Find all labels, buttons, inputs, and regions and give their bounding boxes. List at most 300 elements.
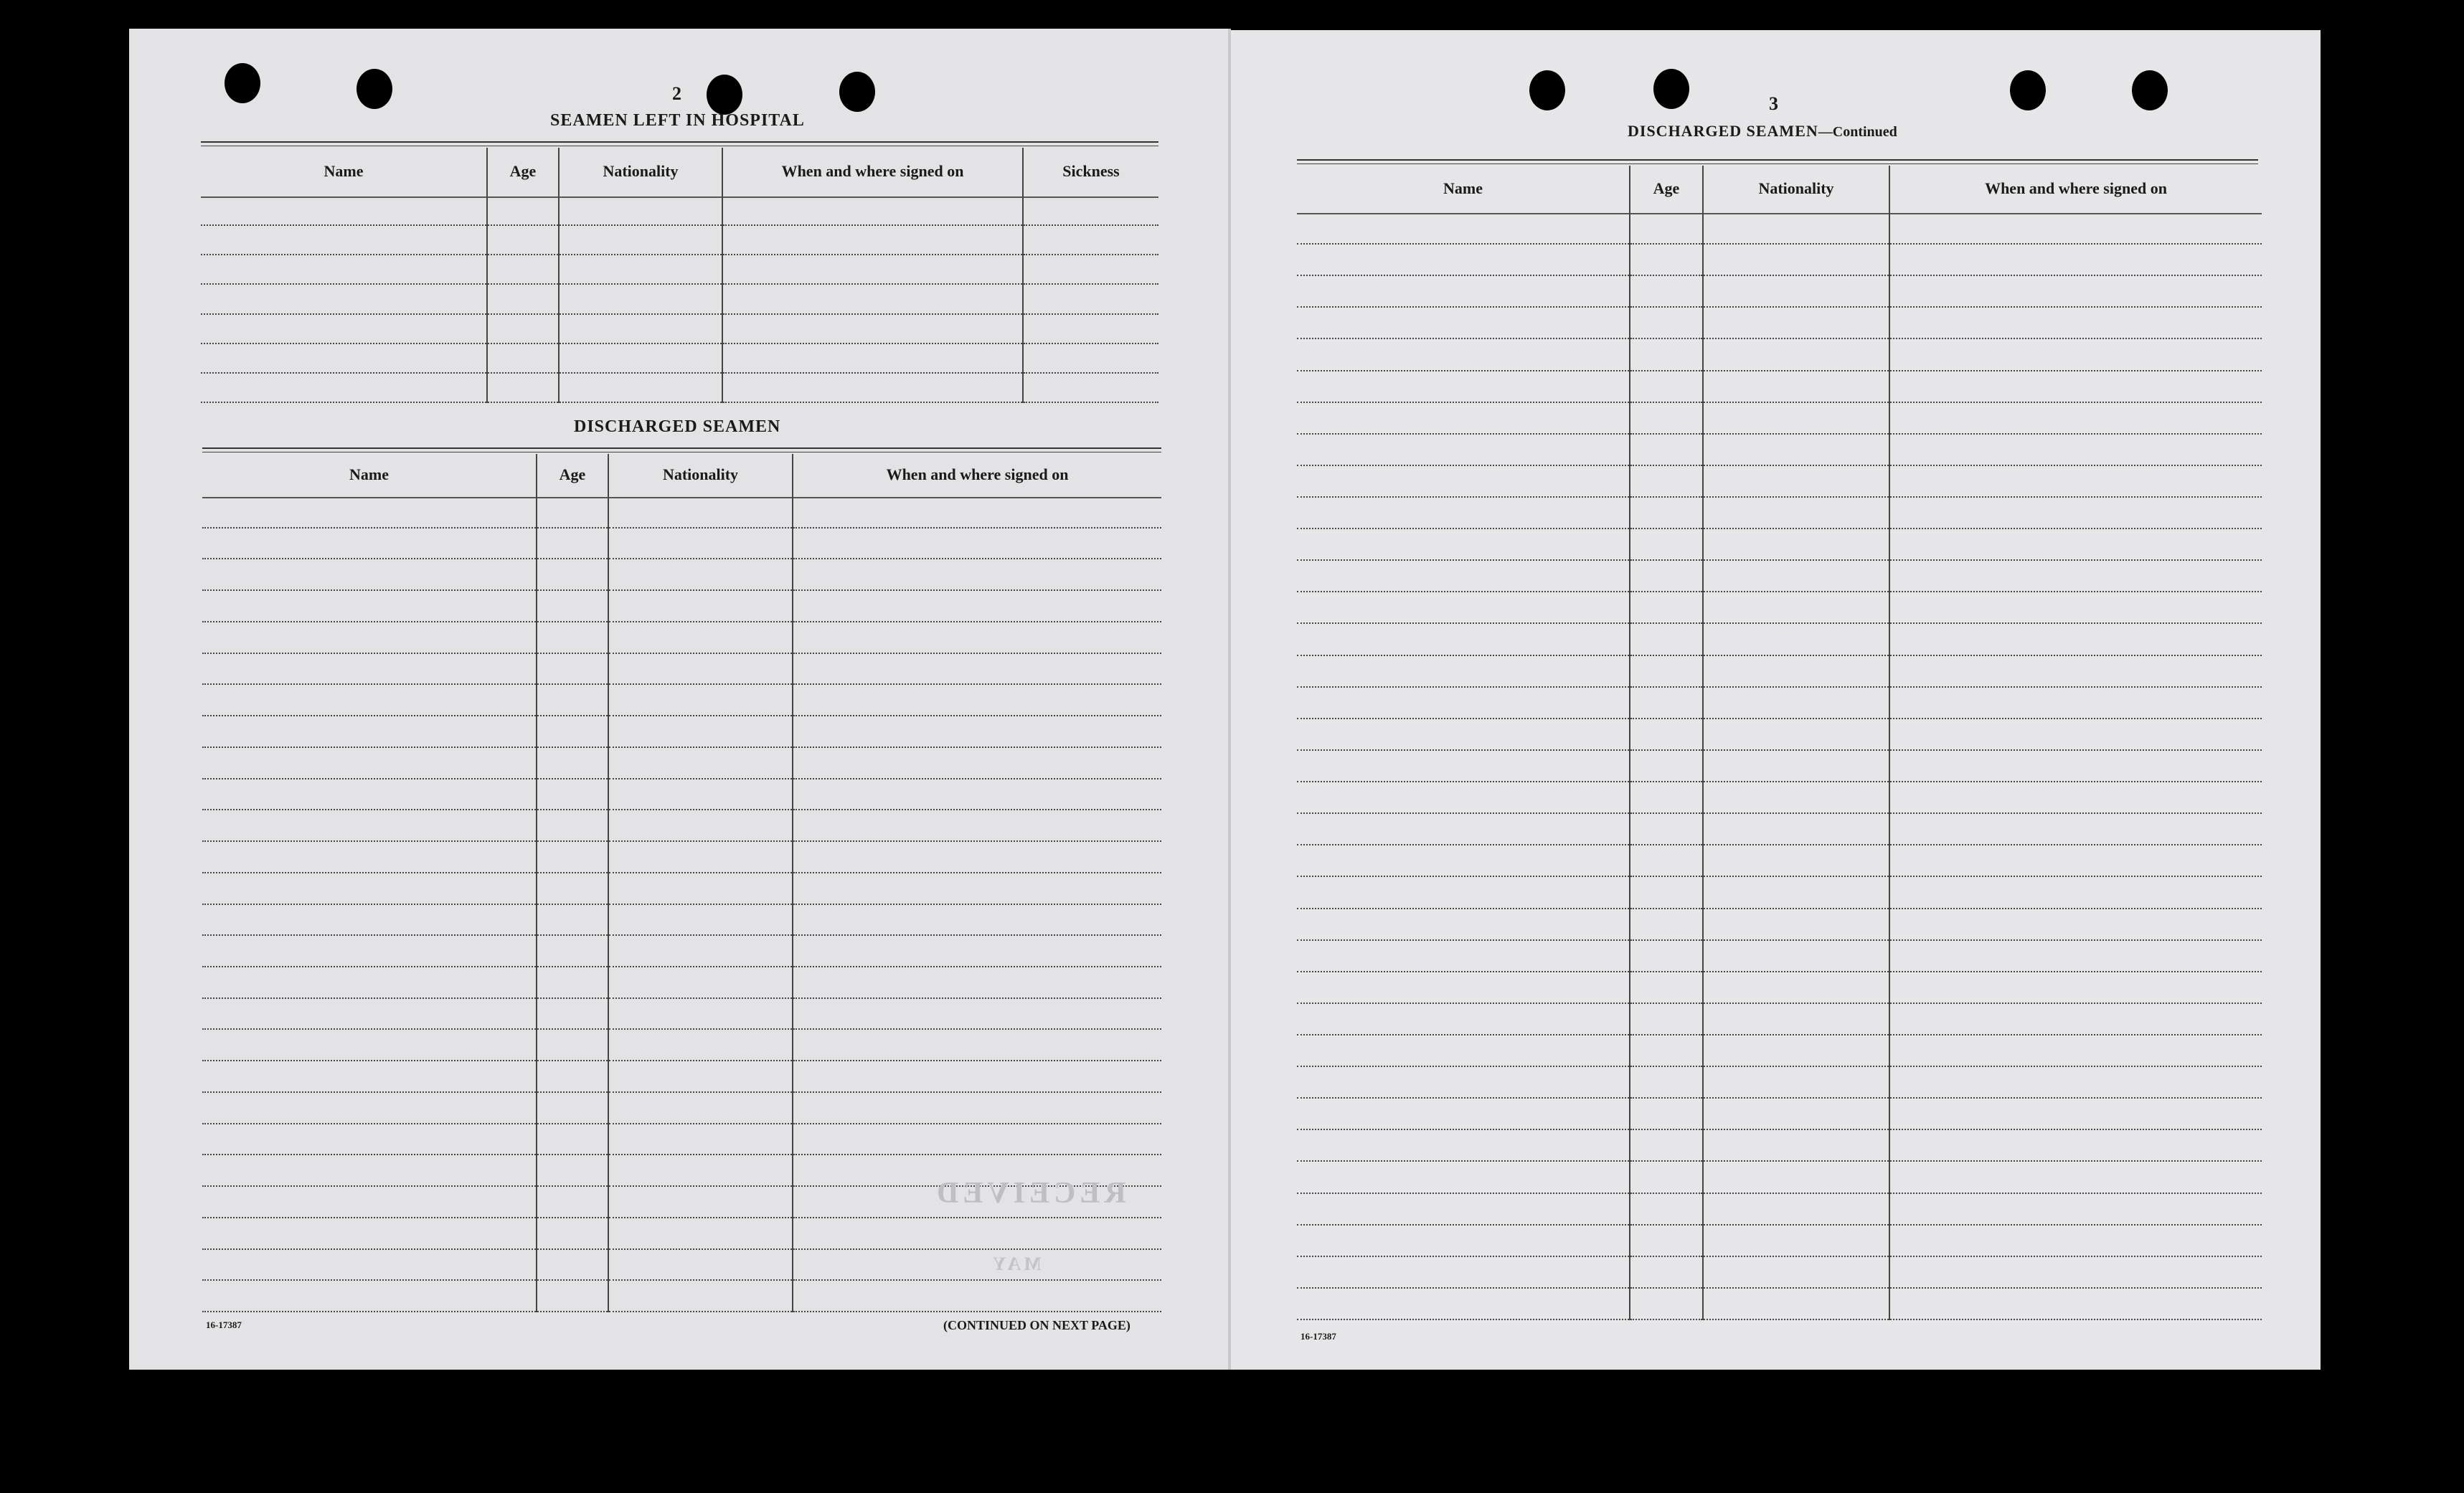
row-rule	[1890, 402, 2262, 403]
row-rule	[1630, 496, 1702, 498]
row-rule	[1024, 372, 1158, 374]
column-when	[722, 148, 1022, 403]
row-rule	[1630, 1287, 1702, 1289]
row-rule	[793, 527, 1161, 529]
row-rule	[1630, 939, 1702, 941]
row-rule	[1890, 876, 2262, 877]
row-rule	[1630, 1224, 1702, 1226]
row-rule	[1704, 1224, 1889, 1226]
row-rule	[1704, 306, 1889, 308]
row-rule	[1704, 908, 1889, 909]
row-rule	[1297, 370, 1629, 371]
row-rule	[1890, 844, 2262, 845]
row-rule	[202, 840, 536, 842]
row-rule	[793, 1217, 1161, 1218]
row-rule	[609, 1060, 792, 1061]
row-rule	[1297, 1193, 1629, 1194]
title-suffix: —Continued	[1818, 124, 1897, 140]
row-rule	[201, 343, 486, 344]
row-rule	[1704, 528, 1889, 529]
row-rule	[537, 621, 608, 622]
row-rule	[1297, 402, 1629, 403]
row-rule	[560, 402, 722, 403]
row-rule	[1704, 622, 1889, 624]
row-rule	[202, 589, 536, 591]
row-rule	[1704, 718, 1889, 719]
row-rule	[1297, 812, 1629, 814]
row-rule	[202, 715, 536, 716]
column-age	[536, 454, 608, 1312]
row-rule	[488, 343, 558, 344]
row-rule	[537, 653, 608, 654]
row-rule	[1297, 1066, 1629, 1067]
page-number: 2	[672, 83, 681, 104]
column-header: When and where signed on	[1985, 179, 2167, 197]
column-header: Age	[1653, 179, 1680, 197]
row-rule	[1024, 283, 1158, 285]
row-rule	[609, 1154, 792, 1155]
row-rule	[202, 683, 536, 685]
column-name	[1297, 166, 1629, 1320]
row-rule	[488, 254, 558, 255]
row-rule	[793, 558, 1161, 559]
row-rule	[1890, 1256, 2262, 1257]
row-rule	[537, 809, 608, 810]
row-rule	[793, 1311, 1161, 1312]
row-rule	[537, 934, 608, 936]
column-header: Age	[559, 465, 586, 483]
row-rule	[202, 746, 536, 748]
row-rule	[560, 372, 722, 374]
row-rule	[609, 934, 792, 936]
row-rule	[793, 1028, 1161, 1030]
header-rule	[1297, 213, 1629, 214]
row-rule	[1704, 1003, 1889, 1004]
header-rule	[1024, 196, 1158, 198]
row-rule	[1630, 1160, 1702, 1162]
row-rule	[1630, 749, 1702, 751]
row-rule	[1297, 1129, 1629, 1130]
row-rule	[1704, 812, 1889, 814]
row-rule	[1890, 433, 2262, 435]
column-header: Sickness	[1062, 162, 1120, 180]
row-rule	[537, 558, 608, 559]
row-rule	[1890, 622, 2262, 624]
row-rule	[1890, 655, 2262, 656]
section-title-discharged: DISCHARGED SEAMEN	[574, 417, 781, 436]
row-rule	[488, 283, 558, 285]
row-rule	[793, 934, 1161, 936]
row-rule	[1630, 402, 1702, 403]
row-rule	[609, 872, 792, 873]
row-rule	[560, 283, 722, 285]
column-age	[486, 148, 558, 403]
row-rule	[1704, 844, 1889, 845]
row-rule	[1890, 1097, 2262, 1099]
row-rule	[1890, 781, 2262, 782]
row-rule	[202, 934, 536, 936]
row-rule	[537, 872, 608, 873]
row-rule	[793, 653, 1161, 654]
form-number: 16-17387	[1301, 1331, 1336, 1342]
row-rule	[609, 558, 792, 559]
row-rule	[793, 872, 1161, 873]
row-rule	[1630, 908, 1702, 909]
row-rule	[1890, 306, 2262, 308]
row-rule	[1704, 939, 1889, 941]
row-rule	[1890, 338, 2262, 339]
row-rule	[537, 1060, 608, 1061]
row-rule	[609, 1311, 792, 1312]
row-rule	[202, 966, 536, 967]
column-header: Nationality	[662, 465, 739, 483]
row-rule	[1630, 622, 1702, 624]
row-rule	[1704, 1034, 1889, 1035]
row-rule	[1890, 528, 2262, 529]
header-rule	[609, 497, 792, 498]
row-rule	[1297, 528, 1629, 529]
row-rule	[1704, 496, 1889, 498]
row-rule	[1630, 1066, 1702, 1067]
row-rule	[609, 1028, 792, 1030]
row-rule	[793, 840, 1161, 842]
row-rule	[202, 1123, 536, 1124]
row-rule	[1704, 781, 1889, 782]
column-header: Name	[324, 162, 364, 180]
row-rule	[1890, 591, 2262, 592]
row-rule	[1630, 243, 1702, 245]
row-rule	[1024, 402, 1158, 403]
row-rule	[1630, 812, 1702, 814]
row-rule	[1890, 1003, 2262, 1004]
row-rule	[1704, 1256, 1889, 1257]
row-rule	[793, 746, 1161, 748]
row-rule	[1297, 1224, 1629, 1226]
row-rule	[1890, 243, 2262, 245]
row-rule	[202, 1028, 536, 1030]
row-rule	[537, 904, 608, 905]
row-rule	[488, 402, 558, 403]
row-rule	[1704, 686, 1889, 688]
row-rule	[609, 621, 792, 622]
row-rule	[1704, 655, 1889, 656]
row-rule	[1297, 939, 1629, 941]
row-rule	[609, 653, 792, 654]
row-rule	[1890, 1193, 2262, 1194]
row-rule	[1704, 1066, 1889, 1067]
column-header: Nationality	[1758, 179, 1834, 197]
row-rule	[1890, 275, 2262, 276]
row-rule	[1704, 749, 1889, 751]
row-rule	[201, 224, 486, 226]
row-rule	[609, 778, 792, 779]
row-rule	[202, 527, 536, 529]
row-rule	[793, 1123, 1161, 1124]
row-rule	[202, 1279, 536, 1281]
row-rule	[1297, 1034, 1629, 1035]
header-rule	[1630, 213, 1702, 214]
row-rule	[537, 527, 608, 529]
row-rule	[488, 313, 558, 315]
row-rule	[537, 778, 608, 779]
row-rule	[202, 809, 536, 810]
row-rule	[1297, 655, 1629, 656]
row-rule	[537, 683, 608, 685]
column-header: When and where signed on	[886, 465, 1069, 483]
row-rule	[1630, 275, 1702, 276]
row-rule	[202, 1217, 536, 1218]
header-rule	[793, 497, 1161, 498]
row-rule	[1024, 254, 1158, 255]
column-nationality	[558, 148, 722, 403]
column-when	[1889, 166, 2262, 1320]
column-sickness	[1022, 148, 1158, 403]
row-rule	[1890, 749, 2262, 751]
row-rule	[723, 372, 1022, 374]
row-rule	[537, 1217, 608, 1218]
row-rule	[1704, 338, 1889, 339]
punch-hole-icon	[1529, 70, 1565, 110]
form-number: 16-17387	[206, 1319, 242, 1330]
row-rule	[1630, 433, 1702, 435]
row-rule	[609, 1248, 792, 1250]
row-rule	[1024, 224, 1158, 226]
row-rule	[1890, 370, 2262, 371]
row-rule	[793, 1248, 1161, 1250]
row-rule	[1630, 306, 1702, 308]
row-rule	[793, 589, 1161, 591]
row-rule	[609, 589, 792, 591]
row-rule	[1630, 655, 1702, 656]
row-rule	[1297, 686, 1629, 688]
row-rule	[1704, 1193, 1889, 1194]
row-rule	[793, 715, 1161, 716]
row-rule	[793, 1060, 1161, 1061]
row-rule	[723, 283, 1022, 285]
header-rule	[488, 196, 558, 198]
row-rule	[537, 1185, 608, 1187]
row-rule	[1297, 718, 1629, 719]
row-rule	[1297, 1319, 1629, 1320]
row-rule	[609, 904, 792, 905]
row-rule	[1630, 1097, 1702, 1099]
column-header: Name	[349, 465, 389, 483]
row-rule	[1297, 844, 1629, 845]
row-rule	[537, 1279, 608, 1281]
row-rule	[1704, 465, 1889, 466]
row-rule	[1890, 812, 2262, 814]
row-rule	[1704, 1097, 1889, 1099]
column-header: When and where signed on	[781, 162, 964, 180]
row-rule	[1890, 496, 2262, 498]
punch-hole-icon	[2010, 70, 2046, 110]
row-rule	[1297, 1287, 1629, 1289]
row-rule	[1297, 496, 1629, 498]
row-rule	[1890, 939, 2262, 941]
header-rule	[723, 196, 1022, 198]
row-rule	[1297, 1097, 1629, 1099]
row-rule	[1704, 275, 1889, 276]
row-rule	[609, 1279, 792, 1281]
row-rule	[793, 966, 1161, 967]
row-rule	[793, 1154, 1161, 1155]
row-rule	[202, 558, 536, 559]
row-rule	[1630, 844, 1702, 845]
row-rule	[1704, 1129, 1889, 1130]
row-rule	[609, 1123, 792, 1124]
discharged-continued-table	[1297, 166, 2262, 1320]
row-rule	[201, 283, 486, 285]
row-rule	[1890, 1319, 2262, 1320]
row-rule	[537, 715, 608, 716]
row-rule	[537, 1248, 608, 1250]
punch-hole-icon	[2132, 70, 2168, 110]
row-rule	[202, 1248, 536, 1250]
row-rule	[793, 621, 1161, 622]
row-rule	[1630, 1319, 1702, 1320]
row-rule	[1630, 591, 1702, 592]
row-rule	[1297, 243, 1629, 245]
row-rule	[537, 966, 608, 967]
row-rule	[202, 621, 536, 622]
row-rule	[1297, 465, 1629, 466]
section-rule	[1297, 159, 2258, 164]
row-rule	[1297, 1160, 1629, 1162]
row-rule	[1630, 686, 1702, 688]
row-rule	[1630, 971, 1702, 972]
row-rule	[1630, 1003, 1702, 1004]
row-rule	[723, 313, 1022, 315]
row-rule	[793, 997, 1161, 999]
row-rule	[202, 997, 536, 999]
row-rule	[1704, 433, 1889, 435]
row-rule	[1704, 243, 1889, 245]
row-rule	[1297, 622, 1629, 624]
row-rule	[1630, 781, 1702, 782]
row-rule	[201, 254, 486, 255]
row-rule	[1890, 559, 2262, 561]
row-rule	[793, 778, 1161, 779]
row-rule	[1297, 275, 1629, 276]
row-rule	[1890, 1287, 2262, 1289]
row-rule	[793, 1091, 1161, 1093]
row-rule	[1704, 402, 1889, 403]
row-rule	[1890, 908, 2262, 909]
row-rule	[609, 1185, 792, 1187]
row-rule	[1297, 1003, 1629, 1004]
row-rule	[1630, 718, 1702, 719]
page-gutter	[1228, 29, 1231, 1370]
row-rule	[202, 1091, 536, 1093]
header-rule	[202, 497, 536, 498]
row-rule	[1630, 528, 1702, 529]
row-rule	[202, 1060, 536, 1061]
row-rule	[1024, 343, 1158, 344]
row-rule	[202, 1185, 536, 1187]
row-rule	[537, 1091, 608, 1093]
punch-hole-icon	[839, 72, 875, 112]
column-header: Name	[1443, 179, 1483, 197]
row-rule	[1630, 559, 1702, 561]
row-rule	[488, 224, 558, 226]
column-age	[1629, 166, 1702, 1320]
continued-note: (CONTINUED ON NEXT PAGE)	[943, 1318, 1130, 1332]
row-rule	[1297, 591, 1629, 592]
row-rule	[202, 904, 536, 905]
row-rule	[201, 313, 486, 315]
row-rule	[609, 746, 792, 748]
header-rule	[560, 196, 722, 198]
column-header: Nationality	[603, 162, 679, 180]
row-rule	[1890, 718, 2262, 719]
row-rule	[560, 313, 722, 315]
section-rule	[202, 447, 1161, 452]
row-rule	[723, 343, 1022, 344]
row-rule	[537, 840, 608, 842]
row-rule	[793, 683, 1161, 685]
row-rule	[609, 840, 792, 842]
row-rule	[1704, 1319, 1889, 1320]
row-rule	[537, 746, 608, 748]
row-rule	[1704, 370, 1889, 371]
hospital-table	[201, 148, 1158, 403]
row-rule	[1297, 781, 1629, 782]
row-rule	[609, 715, 792, 716]
header-rule	[201, 196, 486, 198]
row-rule	[1890, 1034, 2262, 1035]
row-rule	[560, 343, 722, 344]
row-rule	[1890, 686, 2262, 688]
row-rule	[723, 402, 1022, 403]
header-rule	[537, 497, 608, 498]
column-name	[202, 454, 536, 1312]
row-rule	[1297, 559, 1629, 561]
row-rule	[793, 1279, 1161, 1281]
row-rule	[1890, 1129, 2262, 1130]
row-rule	[1297, 338, 1629, 339]
header-rule	[1890, 213, 2262, 214]
section-rule	[201, 141, 1158, 146]
title-text: DISCHARGED SEAMEN	[1628, 122, 1818, 140]
row-rule	[201, 402, 486, 403]
column-nationality	[608, 454, 792, 1312]
row-rule	[609, 527, 792, 529]
row-rule	[1890, 971, 2262, 972]
row-rule	[1630, 370, 1702, 371]
row-rule	[560, 224, 722, 226]
row-rule	[1630, 1034, 1702, 1035]
row-rule	[202, 872, 536, 873]
row-rule	[1704, 971, 1889, 972]
row-rule	[560, 254, 722, 255]
row-rule	[537, 1154, 608, 1155]
row-rule	[1704, 559, 1889, 561]
row-rule	[1890, 465, 2262, 466]
row-rule	[202, 1154, 536, 1155]
punch-hole-icon	[1653, 69, 1689, 109]
row-rule	[1704, 1287, 1889, 1289]
row-rule	[1704, 876, 1889, 877]
row-rule	[793, 904, 1161, 905]
row-rule	[793, 809, 1161, 810]
header-rule	[1704, 213, 1889, 214]
row-rule	[609, 966, 792, 967]
row-rule	[202, 778, 536, 779]
row-rule	[1890, 1160, 2262, 1162]
section-title-discharged-continued	[1628, 122, 1897, 141]
row-rule	[201, 372, 486, 374]
row-rule	[537, 1311, 608, 1312]
